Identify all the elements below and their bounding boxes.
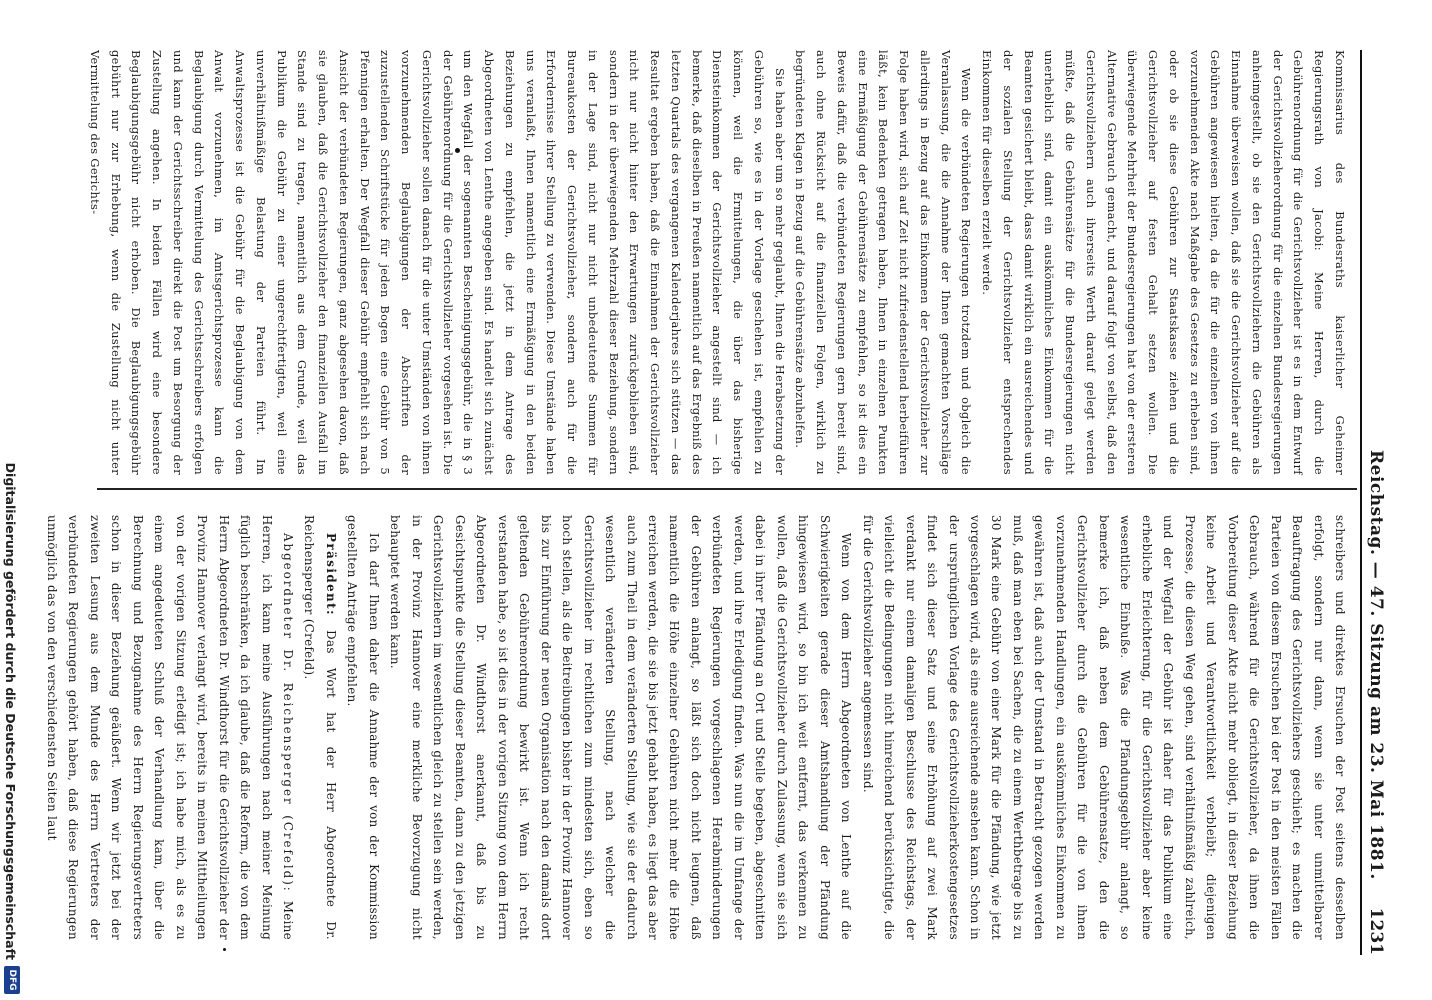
paragraph: Sie haben aber um so mehr geglaubt, Ihnen die Herabsetzung der Gebühren so, wie es in der Vorlage geschehen ist, empfehlen zu können, weil die Ermittelungen, die über das bisherige Diensteinkommen der Gerichtsvollzieher angestellt sind — ich bemerke, daß dieselben in Preußen namentlich auf das Ergebniß des letzten Quartals des vergangenen Kalenderjahres sich stützen — das Resultat ergeben haben, daß die Einnahmen der Gerichtsvollzieher nicht nur nicht hinter den Erwartungen zurückgeblieben sind, sondern in der überwiegenden Mehrzahl dieser Beziehung, sondern in der Lage sind, nicht nur nicht unbedeutende Summen für Bureaukosten der Gerichtsvollzieher, sondern auch für die Erfordernisse ihrer Stellung zu verwenden. Diese Umstände haben uns veranlaßt, Ihnen namentlich eine Ermäßigung in den beiden Beziehungen zu empfehlen, die jetzt in dem Antrage des Abgeordneten von Lenthe angegeben sind. Es handelt sich zunächst um den Wegfall der sogenannten Bescheinigungsgebühr, die in § 3 der Gebührenordnung für die Gerichtsvollzieher vorgesehen ist. Die Gerichtsvollzieher sollen danach für die unter Umständen von ihnen vorzunehmenden Beglaubigungen der Abschriften der zuzustellenden Schriftstücke für jeden Bogen eine Gebühr von 5 Pfennigen erhalten. Der Wegfall dieser Gebühr empfiehlt sich nach Ansicht der verbündeten Regierungen, ganz abgesehen davon, daß sie glauben, daß die Gerichtsvollzieher den finanziellen Ausfall im Stande sind zu tragen, namentlich aus dem Grunde, weil das Publikum die Gebühr zu einer ungerechtfertigten, weil eine unverhältnißmäßige Belastung der Parteien führt. Im Anwaltsprozesse ist die Gebühr für die Beglaubigung von dem Anwalt vorzunehmen, im Amtsgerichtsprozesse kann die Beglaubigung durch Vermittelung des Gerichtsschreibers erfolgen und kann der Gerichtsschreiber direkt die Post um Besorgung der Zustellung angehen. In beiden Fällen wird eine besondere Beglaubigungsgebühr nicht erhoben. Die Beglaubigungsgebühr gebührt nur zur Erhebung, wenn die Zustellung nicht unter Vermittelung des Gerichts- — [88, 50, 787, 475]
left-column — [84, 50, 1350, 475]
paragraph: Kommissarius des Bundesraths kaiserlicher Geheimer Regierungsrath von Jacobi: Meine Herren, durch die Gebührenordnung für die Gerichtsvollzieher ist es in dem Entwurf der Gerichtsvollzieherordnung für die einzelnen Bundesregierungen anheimgestellt, ob sie den Gerichtsvollziehern die Gebühren als Einnahme überweisen wollen, daß sie die Gerichtsvollzieher auf die Gebühren angewiesen hielten, da die für die einzelnen von ihnen vorzunehmenden Akte nach Maßgabe des Gesetzes zu erheben sind, oder ob sie diese Gebühren zur Staatskasse ziehen und die Gerichtsvollzieher auf festen Gehalt setzen wollen. Die überwiegende Mehrheit der Bundesregierungen hat von der ersteren Alternative Gebrauch gemacht, und darauf folgt von selbst, daß den Gerichtsvollziehern auch ihrerseits Werth darauf gelegt werden müßte, daß die Gebührensätze für die Bundesregierungen nicht unerheblich sind, damit ein auskömmliches Einkommen für die Beamten gesichert bleibt, dass damit wirklich ein ausreichendes und der sozialen Stellung der Gerichtsvollzieher entsprechendes Einkommen für dieselben erzielt werde. — [980, 50, 1347, 476]
speaker-paragraph — [40, 515, 298, 940]
page-header — [1360, 50, 1402, 955]
header-title: Reichstag. — 47. Sitzung am 23. Mai 1881. — [1366, 450, 1386, 880]
funding-note: Digitalisierung gefördert durch die Deutsche Forschungsgemeinschaft — [3, 462, 18, 960]
page-number: 1231 — [1366, 907, 1386, 955]
paragraph: Ich darf Ihnen daher die Annahme der von der Kommission gestellten Anträge empfehlen. — [345, 515, 381, 940]
speaker-label: Abgeordneter Dr. Reichensperger (Crefeld): — [281, 533, 296, 893]
scan-speck — [455, 148, 460, 153]
column-divider — [97, 488, 1357, 490]
dfg-logo-icon: DFG — [4, 966, 20, 994]
paragraph: schreibers und direktes Ersuchen der Post seitens desselben erfolgt, sondern nur dann, wenn sie unter unmittelbarer Beauftragung des Gerichtsvollziehers geschieht; es machen die Parteien von diesem Ersuchen bei der Post in den meisten Fällen Gebrauch, während für die Gerichtsvollzieher, da ihnen die Vorbereitung dieser Akte nicht mehr obliegt, in dieser Beziehung keine Arbeit und Verantwortlichkeit verbleibt; diejenigen Prozesse, die diesen Weg gehen, sind verhältnißmäßig zahlreich, und der Wegfall der Gebühr ist daher für das Publikum eine erhebliche Erleichterung, für die Gerichtsvollzieher aber keine wesentliche Einbuße. Was die Pfändungsgebühr anlangt, so bemerke ich, daß neben dem Gebührensatze, den die Gerichtsvollzieher durch die Gebühren für die von ihnen vorzunehmenden Handlungen, ein auskömmliches Einkommen zu gewähren ist, daß auch der Umstand in Betracht gezogen werden muß, daß man eben bei Sachen, die zu einem Werthbetrage bis zu 30 Mark eine Gebühr von einer Mark für die Pfändung, wie jetzt vorgeschlagen wird, als eine ausreichende ansehen kann. Schon in der ursprünglichen Vorlage des Gerichtsvollzieherkostengesetzes findet sich dieser Satz und seine Erhöhung auf zwei Mark verdankt nur einem damaligen Beschlusse des Reichstags, der vielleicht die Bedingungen nicht hinreichend berücksichtigte, die für die Gerichtsvollzieher angemessen sind. — [860, 515, 1347, 940]
president-paragraph — [298, 515, 341, 940]
scan-speck — [223, 948, 226, 951]
paragraph: Wenn die verbündeten Regierungen trotzdem und obgleich die Veranlassung, die die Annahme der Ihnen gemachten Vorschläge allerdings in Bezug auf das Einkommen der Gerichtsvollzieher zur Folge haben wird, sich auf Zeit nicht zufriedenstellend herbeiführen läßt, kein Bedenken getragen haben, Ihnen in einzelnen Punkten eine Ermäßigung der Gebührensätze zu empfehlen, so ist dies ein Beweis dafür, daß die verbündeten Regierungen gern bereit sind, auch ohne Rücksicht auf die finanziellen Folgen, wirklich zu begründeten Klagen in Bezug auf die Gebührensätze abzuhelfen. — [793, 50, 974, 475]
right-column — [40, 515, 1350, 940]
president-text: Das Wort hat der Herr Abgeordnete Dr. Reichensperger (Crefeld). — [302, 515, 338, 940]
digitization-footer — [0, 0, 20, 1000]
president-label: Präsident: — [323, 533, 338, 616]
speaker-text: Meine Herren, ich kann meine Ausführungen nach meiner Meinung füglich beschränken, da ich glaube, daß die Reform, die von dem Herrn Abgeordneten Dr. Windthorst für die Gerichtsvollzieher der Provinz Hannover verlangt wird, bereits in meinen Mittheilungen von der vorigen Sitzung erledigt ist; ich habe mich, als es zu einem angedeuteten Schluß der Verhandlung kam, über die Berechnung und Bezugnahme des Herrn Regierungsvertreters schon in dieser Beziehung geäußert. Wenn wir jetzt bei der zweiten Lesung aus dem Munde des Herrn Vertreters der verbündeten Regierungen gehört haben, daß diese Regierungen unmöglich das von den verschiedensten Seiten laut — [44, 515, 296, 940]
paragraph: Wenn von dem Herrn Abgeordneten von Lenthe auf die Schwierigkeiten gerade dieser Amtshandlung der Pfändung hingewiesen wird, so bin ich weit entfernt, das verkennen zu wollen, daß die Gerichtsvollzieher durch Zulassung, wenn sie sich dabei in ihrer Pfändung an Ort und Stelle begeben, abgeschnitten werden, und ihre Erledigung finden. Was nun die im Umfange der verbündeten Regierungen vorgeschlagenen Herabminderungen der Gebühren anlangt, so läßt sich doch nicht leugnen, daß namentlich die Höhe einzelner Gebühren nicht mehr die Höhe erreichen werden, die sie bis jetzt gehabt haben, es liegt das aber auch zum Theil in dem veränderten Stellung, wie sie der dadurch wesentlich veränderten Stellung, nach welcher die Gerichtsvollzieher im rechtlichen zum mindesten sich, eben so hoch stellen, als die Beitreibungen bisher in der Provinz Hannover bis zur Einführung der neuen Organisation nach den damals dort geltenden Gebührenordnung bewirkt ist. Wenn ich recht verstanden habe, so ist dies in der vorigen Sitzung von dem Herrn Abgeordneten Dr. Windthorst anerkannt, daß bis zu Gesichtspunkte die Stellung dieser Beamten, dann zu den jetzigen Gerichtsvollziehern im wesentlichen gleich zu stellen sein werden, in der Provinz Hannover eine merkliche Bevorzugung nicht behauptet werden kann. — [388, 515, 854, 940]
